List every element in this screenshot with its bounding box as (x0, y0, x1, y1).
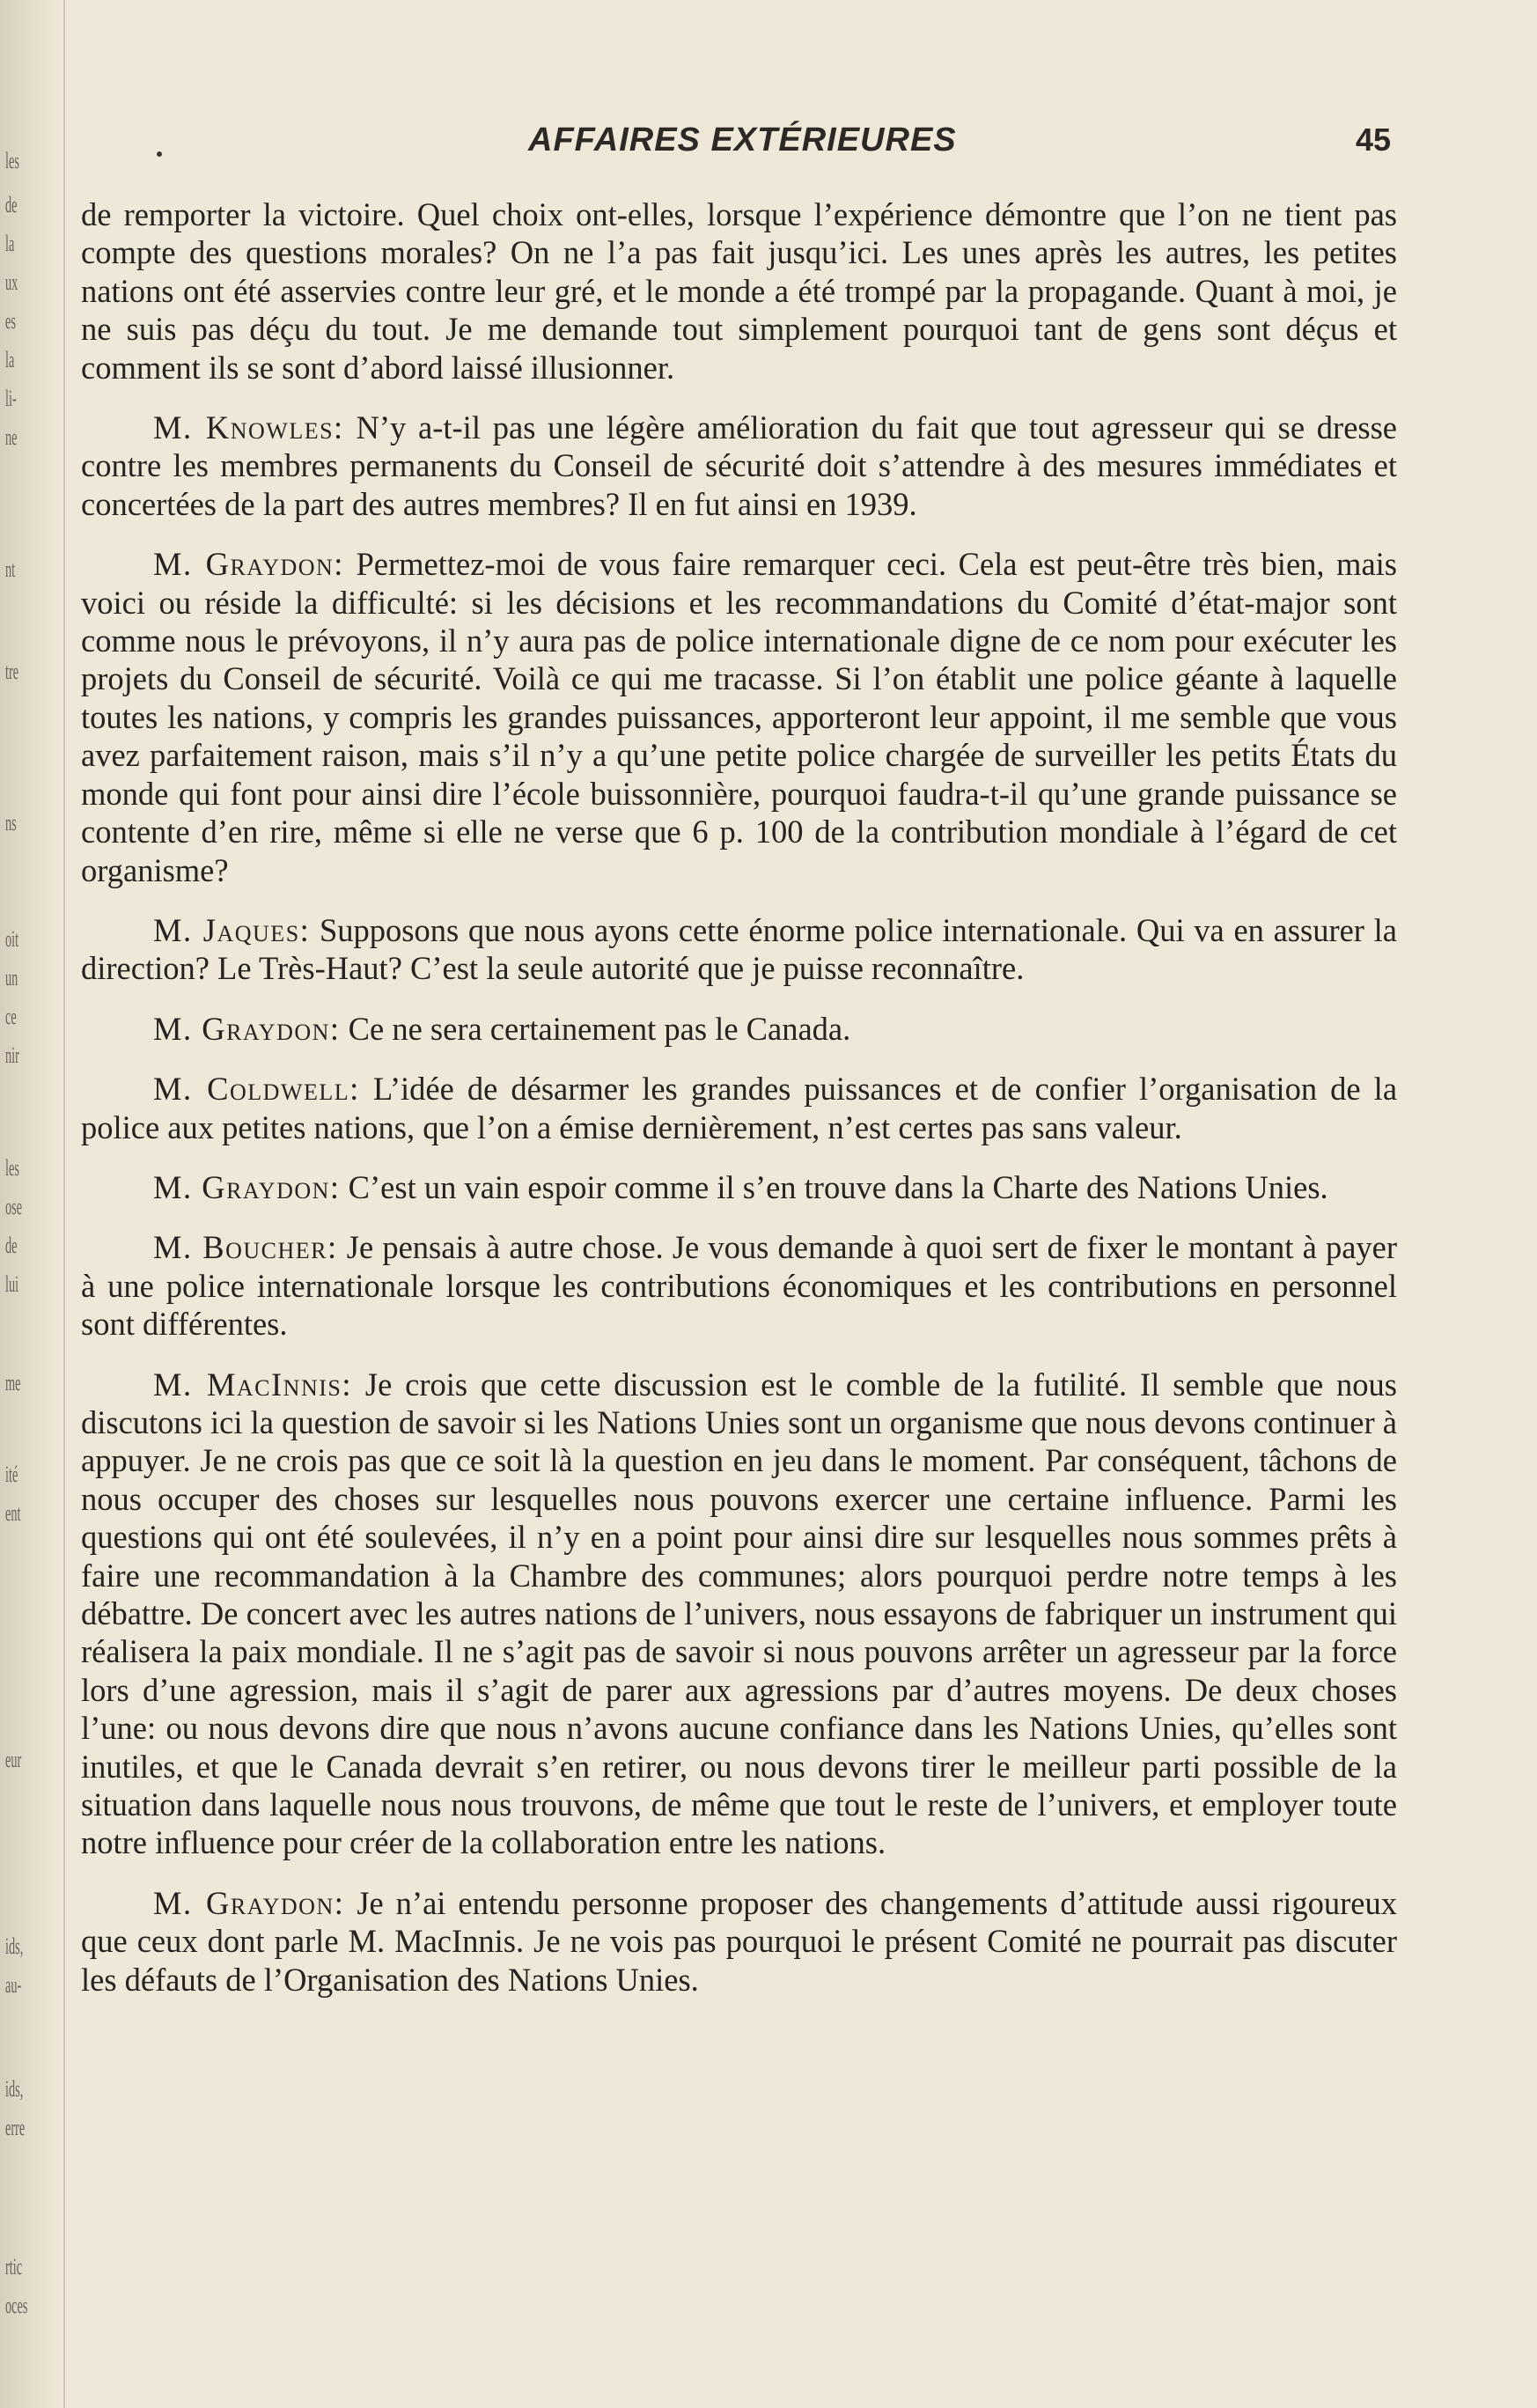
paragraph (81, 545, 1397, 889)
margin-bleed-text: nt (5, 556, 16, 582)
paragraph-text: Je crois que cette discussion est le comble de la futilité. Il semble que nous discutons ici la question de savoir si les Nations Unies sont un organisme que nous devons continuer à appuyer. Je ne crois pas que ce soit là la question en jeu dans le moment. Par conséquent, tâchons de nous occuper des choses sur lesquelles nous pouvons exercer une certaine influence. Parmi les questions qui ont été soulevées, il n’y en a point pour ainsi dire sur lesquelles nous sommes prêts à faire une recommandation à la Chambre des communes; alors pourquoi perdre notre temps à les débattre. De concert avec les autres nations de l’univers, nous essayons de fabriquer un instrument qui réalisera la paix mondiale. Il ne s’agit pas de savoir si nous pouvons arrêter un agresseur par la force lors d’une agression, mais il s’agit de parer aux agressions par d’autres moyens. De deux choses l’une: ou nous devons dire que nous n’avons aucune confiance dans les Nations Unies, qu’elles sont inutiles, et que le Canada devrait s’en retirer, ou nous devons tirer le meilleur parti possible de la situation dans laquelle nous nous trouvons, de même que tout le reste de l’univers, et employer toute notre influence pour créer de la collaboration entre les nations. (81, 1366, 1398, 1861)
paragraph (81, 1070, 1397, 1146)
speaker-name: M. Knowles: (153, 409, 344, 446)
paragraph (81, 1228, 1397, 1343)
margin-bleed-text: ids, (5, 2076, 24, 2102)
margin-bleed-text: un (5, 965, 18, 990)
speaker-name: M. Jaques: (153, 911, 311, 948)
paragraph (81, 1010, 1397, 1048)
paragraph-text: Supposons que nous ayons cette énorme police internationale. Qui va en assurer la direction? Le Très-Haut? C’est la seule autorité que je puisse reconnaître. (81, 911, 1397, 987)
margin-bleed-text: ns (5, 810, 17, 836)
page-body (81, 195, 1397, 2021)
margin-bleed-text: les (5, 148, 19, 173)
paragraph (81, 409, 1397, 523)
margin-bleed-text: de (5, 1233, 18, 1258)
speaker-name: M. Graydon: (153, 546, 344, 583)
paragraph (81, 1366, 1397, 1862)
page-number: 45 (1355, 122, 1391, 158)
book-binding-gutter (0, 0, 65, 2408)
paragraph-text: N’y a-t-il pas une légère amélioration du fait que tout agresseur qui se dresse contre les membres permanents du Conseil de sécurité doit s’attendre à des mesures immédiates et concertées de la part des autres membres? Il en fut ainsi en 1939. (81, 409, 1398, 522)
paragraph-text: Ce ne sera certainement pas le Canada. (348, 1010, 851, 1047)
margin-bleed-text: les (5, 1155, 19, 1181)
running-title: AFFAIRES EXTÉRIEURES (528, 122, 957, 158)
paragraph-text: de remporter la victoire. Quel choix ont-elles, lorsque l’expérience démontre que l’on ne tient pas compte des questions morales? On ne l’a pas fait jusqu’ici. Les unes après les autres, les petites nations ont été asservies contre leur gré, et le monde a été trompé par la propagande. Quant à moi, je ne suis pas déçu du tout. Je me demande tout simplement pourquoi tant de gens sont déçus et comment ils se sont d’abord laissé illusionner. (81, 196, 1397, 386)
paragraph (81, 1168, 1397, 1206)
margin-bleed-text: ent (5, 1500, 21, 1526)
margin-bleed-text: tre (5, 659, 19, 684)
speaker-name: M. Boucher: (153, 1229, 338, 1266)
margin-bleed-text: eur (5, 1747, 22, 1772)
paragraph (81, 911, 1397, 988)
margin-bleed-text: li- (5, 386, 17, 411)
paragraph (81, 195, 1397, 387)
margin-bleed-text: ité (5, 1462, 18, 1487)
paragraph-text: Je pensais à autre chose. Je vous demande à quoi sert de fixer le montant à payer à une police internationale lorsque les contributions économiques et les contributions en personnel sont différentes. (81, 1229, 1398, 1343)
margin-bleed-text: erre (5, 2115, 26, 2140)
speaker-name: M. Graydon: (153, 1168, 341, 1205)
margin-bleed-text: ne (5, 424, 18, 450)
speaker-name: M. Coldwell: (153, 1071, 360, 1108)
margin-bleed-text: oit (5, 926, 19, 952)
paragraph-text: Permettez-moi de vous faire remarquer ceci. Cela est peut-être très bien, mais voici ou réside la difficulté: si les décisions et les recommandations du Comité d’état-major sont comme nous le prévoyons, il n’y aura pas de police internationale digne de ce nom pour exécuter les projets du Conseil de sécurité. Voilà ce qui me tracasse. Si l’on établit une police géante à laquelle toutes les nations, y compris les grandes puissances, apporteront leur appoint, il me semble que vous avez parfaitement raison, mais s’il n’y a qu’une petite police chargée de surveiller les petits États du monde qui font pour ainsi dire l’école buissonnière, pourquoi faudra-t-il qu’une grande puissance se contente d’en rire, même si elle ne verse que 6 p. 100 de la contribution mondiale à l’égard de cet organisme? (81, 546, 1397, 888)
speaker-name: M. MacInnis: (153, 1366, 352, 1403)
speaker-name: M. Graydon: (153, 1010, 341, 1047)
paragraph-text: Je n’ai entendu personne proposer des changements d’attitude aussi rigoureux que ceux dont parle M. MacInnis. Je ne vois pas pourquoi le présent Comité ne pourrait pas discuter les défauts de l’Organisation des Nations Unies. (81, 1884, 1397, 1998)
paragraph (81, 1884, 1397, 1999)
page-header (528, 122, 1391, 166)
margin-bleed-text: oces (5, 2293, 28, 2318)
margin-bleed-text: es (5, 308, 16, 334)
margin-bleed-text: ids, (5, 1933, 24, 1959)
margin-bleed-text: rtic (5, 2254, 23, 2279)
margin-bleed-text: ose (5, 1194, 23, 1219)
paragraph-text: C’est un vain espoir comme il s’en trouve dans la Charte des Nations Unies. (348, 1168, 1328, 1205)
margin-bleed-text: ce (5, 1004, 17, 1029)
margin-bleed-text: de (5, 192, 18, 217)
margin-bleed-text: la (5, 231, 15, 256)
margin-bleed-text: la (5, 347, 15, 372)
margin-bleed-text: ux (5, 269, 18, 295)
header-dot (157, 151, 162, 157)
margin-bleed-text: me (5, 1370, 21, 1395)
speaker-name: M. Graydon: (153, 1884, 345, 1921)
paragraph-text: L’idée de désarmer les grandes puissances et de confier l’organisation de la police aux petites nations, que l’on a émise dernièrement, n’est certes pas sans valeur. (81, 1071, 1398, 1145)
margin-bleed-text: lui (5, 1271, 19, 1297)
margin-bleed-text: au- (5, 1972, 22, 1998)
margin-bleed-text: nir (5, 1042, 19, 1068)
